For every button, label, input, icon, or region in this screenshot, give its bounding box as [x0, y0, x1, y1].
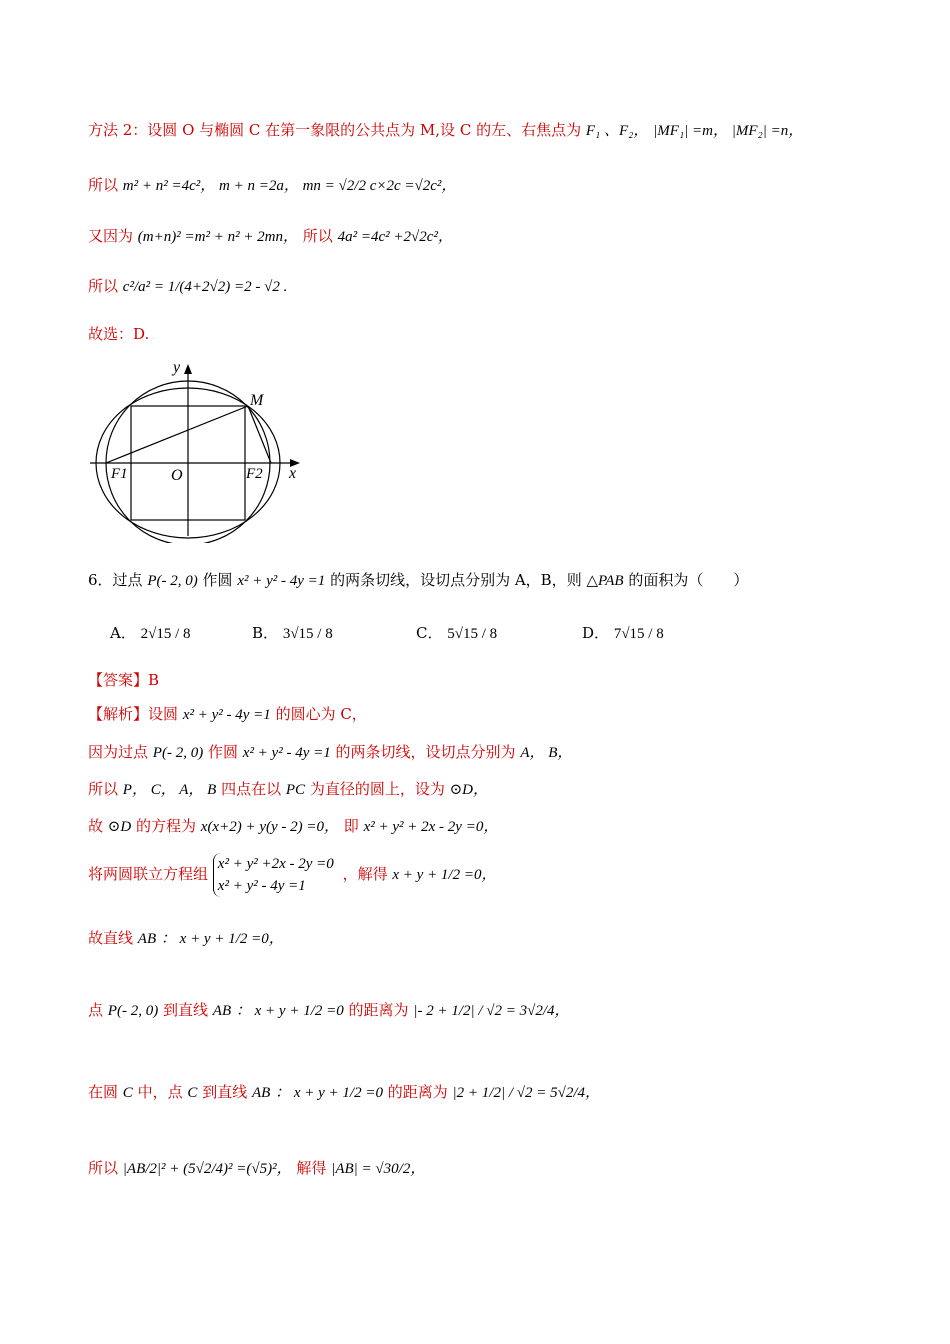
s4-math: x(x+2) + y(y - 2) =0， [200, 819, 340, 835]
option-b[interactable] [252, 622, 333, 643]
answer-tag-text: 【答案】B [88, 671, 160, 689]
question-text3: 的面积为（ ） [628, 571, 749, 589]
s7-b: 到直线 [162, 1001, 208, 1019]
equation-system [213, 853, 338, 897]
s7-c: 的距离为 [348, 1001, 409, 1019]
s9-math2: |AB| = √30/2， [331, 1161, 426, 1177]
s9-math: |AB/2|² + (5√2/4)² =(√5)²， [122, 1161, 292, 1177]
option-d-value: 7√15 / 8 [613, 626, 664, 642]
line3-math: (m+n)² =m² + n² + 2mn， [137, 229, 299, 245]
s8-b: 中，点 [137, 1083, 183, 1101]
s2-d: A， B， [520, 745, 573, 761]
method2-line4 [88, 276, 287, 297]
s8-c2: C [187, 1085, 198, 1101]
question-circle: x² + y² - 4y =1 [237, 573, 326, 589]
s3-d: PC [285, 782, 306, 798]
s6-ab: AB [137, 931, 157, 947]
segment-m-f2 [248, 406, 271, 463]
option-d[interactable] [582, 622, 664, 643]
line4-prefix: 所以 [88, 277, 119, 295]
question-6 [88, 570, 748, 591]
s6-a: 故直线 [88, 929, 134, 947]
o-label: O [171, 467, 183, 484]
f2-label: F2 [246, 466, 263, 482]
option-c-value: 5√15 / 8 [447, 626, 498, 642]
option-d-label: D． [582, 624, 610, 642]
s1-end: 的圆心为 C， [275, 705, 367, 723]
solution-line9 [88, 1158, 425, 1179]
line3-mid: 所以 [302, 227, 333, 245]
solution-line2 [88, 742, 572, 763]
s7-a: 点 [88, 1001, 104, 1019]
s9-b: 解得 [296, 1159, 327, 1177]
s8-d: 的距离为 [387, 1083, 448, 1101]
s2-c: 的两条切线，设切点分别为 [335, 743, 516, 761]
f1-label: F1 [111, 466, 128, 482]
x-label: x [289, 465, 297, 482]
method2-line1 [88, 120, 803, 141]
question-text2: 的两条切线，设切点分别为 A，B，则 [330, 571, 582, 589]
ellipse-circle-figure [88, 358, 308, 543]
s7-ab: AB [212, 1003, 232, 1019]
s5-b: ，解得 [342, 865, 388, 883]
m-label: M [250, 392, 264, 409]
y-label: y [173, 359, 181, 376]
s3-f: ⊙D， [449, 782, 489, 798]
s6-math: ： x + y + 1/2 =0， [160, 931, 284, 947]
s1-math: x² + y² - 4y =1 [182, 707, 271, 723]
s4-d: 即 [343, 817, 359, 835]
option-b-value: 3√15 / 8 [282, 626, 333, 642]
s2-a: 因为过点 [88, 743, 149, 761]
s2-math1: P(- 2, 0) [152, 745, 204, 761]
s8-c: 到直线 [202, 1083, 248, 1101]
s5-math: x + y + 1/2 =0， [392, 867, 497, 883]
method2-answer [88, 324, 149, 344]
question-number: 6．过点 [88, 571, 143, 589]
mf-definitions: |MF₁| =m， |MF₂| =n， [653, 123, 804, 139]
s5-a: 将两圆联立方程组 [88, 865, 209, 883]
option-c-label: C． [416, 624, 443, 642]
s4-math2: x² + y² + 2x - 2y =0， [363, 819, 499, 835]
line3-math2: 4a² =4c² +2√2c²， [337, 229, 453, 245]
solution-line3 [88, 779, 488, 800]
question-triangle: △PAB [586, 573, 624, 589]
s4-b: ⊙D [107, 819, 132, 835]
s3-a: 所以 [88, 780, 119, 798]
question-point: P(- 2, 0) [147, 573, 198, 589]
method2-line2 [88, 175, 456, 196]
solution-line1 [88, 704, 367, 725]
s8-dist: |2 + 1/2| / √2 = 5√2/4， [452, 1085, 600, 1101]
s7-dist: |- 2 + 1/2| / √2 = 3√2/4， [413, 1003, 570, 1019]
question-text1: 作圆 [202, 571, 233, 589]
solution-line5 [88, 853, 496, 897]
s3-e: 为直径的圆上，设为 [309, 780, 445, 798]
foci-labels: F₁ 、F₂， [585, 123, 649, 139]
solution-line4 [88, 816, 498, 837]
s8-c1: C [122, 1085, 133, 1101]
solution-line7 [88, 1000, 570, 1021]
s7-math: ： x + y + 1/2 =0 [235, 1003, 344, 1019]
s8-math: ： x + y + 1/2 =0 [275, 1085, 383, 1101]
option-a[interactable] [110, 622, 191, 643]
y-axis-arrow-icon [184, 364, 192, 374]
s9-a: 所以 [88, 1159, 119, 1177]
s4-c: 的方程为 [135, 817, 196, 835]
s7-p: P(- 2, 0) [107, 1003, 159, 1019]
method2-label: 方法 2：设圆 O 与椭圆 C 在第一象限的公共点为 M,设 C 的左、右焦点为 [88, 121, 582, 139]
option-c[interactable] [416, 622, 497, 643]
s3-c: 四点在以 [221, 780, 282, 798]
answer-text: 故选：D. [88, 325, 150, 343]
system-eq2: x² + y² - 4y =1 [217, 878, 306, 894]
s1-text: 设圆 [148, 705, 179, 723]
line2-math: m² + n² =4c²， m + n =2a， mn = √2/2 c×2c =√2c²， [122, 178, 457, 194]
analysis-tag: 【解析】 [88, 705, 149, 723]
line3-prefix: 又因为 [88, 227, 134, 245]
s4-a: 故 [88, 817, 104, 835]
s3-b: P， C， A， B [122, 782, 217, 798]
s8-ab: AB [251, 1085, 271, 1101]
option-a-value: 2√15 / 8 [140, 626, 191, 642]
option-b-label: B． [252, 624, 279, 642]
s2-math2: x² + y² - 4y =1 [242, 745, 331, 761]
segment-f1-m [106, 406, 248, 463]
method2-line3 [88, 226, 453, 247]
system-eq1: x² + y² +2x - 2y =0 [217, 856, 334, 872]
solution-line6 [88, 928, 284, 949]
s2-b: 作圆 [207, 743, 238, 761]
option-a-label: A． [110, 624, 136, 642]
solution-line8 [88, 1082, 600, 1103]
line2-prefix: 所以 [88, 176, 119, 194]
answer-tag [88, 670, 159, 690]
s8-a: 在圆 [88, 1083, 119, 1101]
line4-math: c²/a² = 1/(4+2√2) =2 - √2 . [122, 279, 288, 295]
